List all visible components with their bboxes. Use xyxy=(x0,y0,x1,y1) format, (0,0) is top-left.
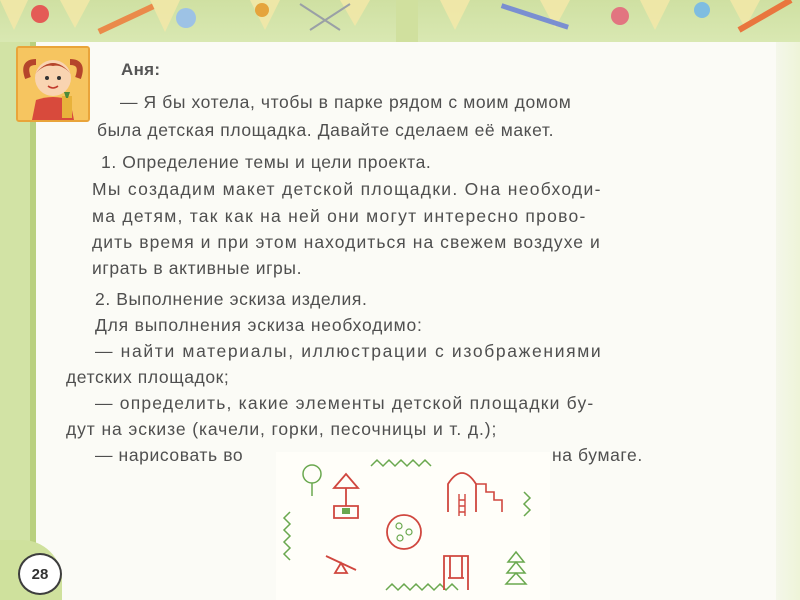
right-margin xyxy=(776,42,800,600)
playground-sketch-image-icon xyxy=(276,452,550,600)
section2-line-3: детских площадок; xyxy=(66,367,230,387)
intro-line-2: была детская площадка. Давайте сделаем её макет. xyxy=(97,120,555,140)
section2-line-6-end: на бумаге. xyxy=(552,445,643,465)
section2-line-5: дут на эскизе (качели, горки, песочницы и т. д.); xyxy=(66,419,498,439)
section2-line-1: Для выполнения эскиза необходимо: xyxy=(95,315,423,335)
left-margin xyxy=(0,42,30,600)
decorative-top-border xyxy=(0,0,800,42)
intro-line-1: — Я бы хотела, чтобы в парке рядом с моим домом xyxy=(120,92,572,112)
section2-line-4: — определить, какие элементы детской площадки бу- xyxy=(95,393,595,413)
section1-heading: 1. Определение темы и цели проекта. xyxy=(101,152,432,172)
section1-line-1: Мы создадим макет детской площадки. Она необходи- xyxy=(92,179,602,199)
section1-line-2: ма детям, так как на ней они могут интересно прово- xyxy=(92,206,587,226)
section1-line-3: дить время и при этом находиться на свежем воздухе и xyxy=(92,232,601,252)
section2-heading: 2. Выполнение эскиза изделия. xyxy=(95,289,368,309)
section2-line-6-start: — нарисовать во xyxy=(95,445,244,465)
section1-line-4: играть в активные игры. xyxy=(92,258,303,278)
section2-line-2: — найти материалы, иллюстрации с изображениями xyxy=(95,341,603,361)
girl-character-avatar-icon xyxy=(16,46,90,122)
speaker-name: Аня: xyxy=(121,60,161,79)
page-number-badge: 28 xyxy=(18,553,62,595)
